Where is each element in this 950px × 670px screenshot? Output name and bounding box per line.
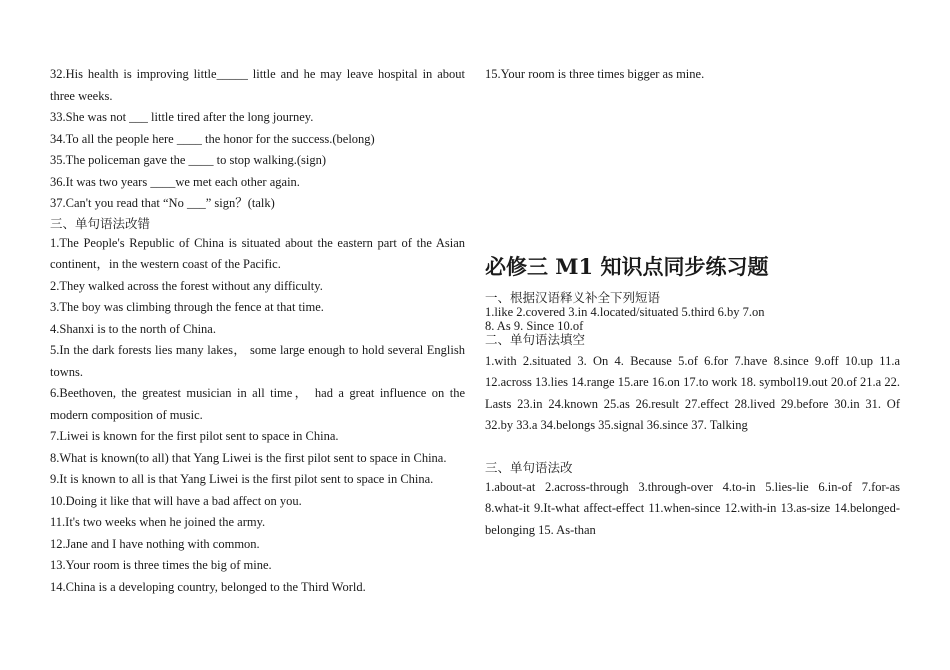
question-32: 32.His health is improving little_____ little and he may leave hospital in about three weeks. bbox=[50, 67, 465, 103]
correction-11: 11.It's two weeks when he joined the army. bbox=[50, 515, 266, 529]
correction-14: 14.China is a developing country, belonged to the Third World. bbox=[50, 579, 366, 594]
section-2-answers: 1.with 2.situated 3. On 4. Because 5.of 6.for 7.have 8.since 9.off 10.up 11.a 12.across 13.lies 14.range 15.are 16.on 17.to work 18. symbol19.out 20.of 21.a 22. Lasts 23.in 24.known 25.as 26.result 27.effect 28.lived 29.before 30.in 31. Of 32.by 33.a 34.belongs 35.signal 36.since 37. Talking bbox=[485, 353, 900, 432]
correction-8: 8.What is known(to all) that Yang Liwei is the first pilot sent to space in China. bbox=[50, 450, 447, 465]
question-34: 34.To all the people here ____ the honor for the success.(belong) bbox=[50, 131, 375, 146]
question-37: 37.Can't you read that “No ___” sign？(talk) bbox=[50, 196, 275, 210]
correction-15: 15.Your room is three times bigger as mine. bbox=[485, 67, 705, 81]
correction-4: 4.Shanxi is to the north of China. bbox=[50, 321, 216, 336]
question-35: 35.The policeman gave the ____ to stop walking.(sign) bbox=[50, 153, 326, 167]
answer-key-title: 必修三 M1 知识点同步练习题 bbox=[485, 253, 769, 279]
section-2-heading: 二、单句语法填空 bbox=[485, 332, 586, 347]
section-3-heading-right: 三、单句语法改 bbox=[485, 460, 573, 475]
correction-10: 10.Doing it like that will have a bad affect on you. bbox=[50, 493, 302, 508]
question-33: 33.She was not ___ little tired after the long journey. bbox=[50, 110, 314, 124]
correction-7: 7.Liwei is known for the first pilot sent to space in China. bbox=[50, 429, 339, 443]
section-1-answers-line-1: 1.like 2.covered 3.in 4.located/situated 5.third 6.by 7.on bbox=[485, 304, 765, 319]
correction-13: 13.Your room is three times the big of mine. bbox=[50, 558, 272, 572]
section-3-heading-left: 三、单句语法改错 bbox=[50, 216, 151, 231]
question-36: 36.It was two years ____we met each other again. bbox=[50, 174, 300, 189]
correction-3: 3.The boy was climbing through the fence at that time. bbox=[50, 300, 324, 314]
section-1-answers-line-2: 8. As 9. Since 10.of bbox=[485, 318, 584, 333]
spacer bbox=[485, 437, 900, 459]
left-column bbox=[50, 64, 465, 598]
correction-6: 6.Beethoven, the greatest musician in all time， had a great influence on the modern composition of music. bbox=[50, 386, 465, 422]
correction-12: 12.Jane and I have nothing with common. bbox=[50, 536, 260, 551]
section-3-answers: 1.about-at 2.across-through 3.through-over 4.to-in 5.lies-lie 6.in-of 7.for-as 8.what-it 9.It-what affect-effect 11.when-since 12.with-in 13.as-size 14.belonged-belonging 15. As-than bbox=[485, 479, 900, 537]
section-1-heading: 一、根据汉语释义补全下列短语 bbox=[485, 290, 661, 305]
right-column bbox=[485, 64, 900, 541]
correction-9: 9.It is known to all is that Yang Liwei is the first pilot sent to space in China. bbox=[50, 472, 434, 486]
correction-1: 1.The People's Republic of China is situated about the eastern part of the Asian continent，in the western coast of the Pacific. bbox=[50, 235, 465, 271]
correction-2: 2.They walked across the forest without any difficulty. bbox=[50, 278, 323, 293]
correction-5: 5.In the dark forests lies many lakes， some large enough to hold several English towns. bbox=[50, 343, 465, 379]
